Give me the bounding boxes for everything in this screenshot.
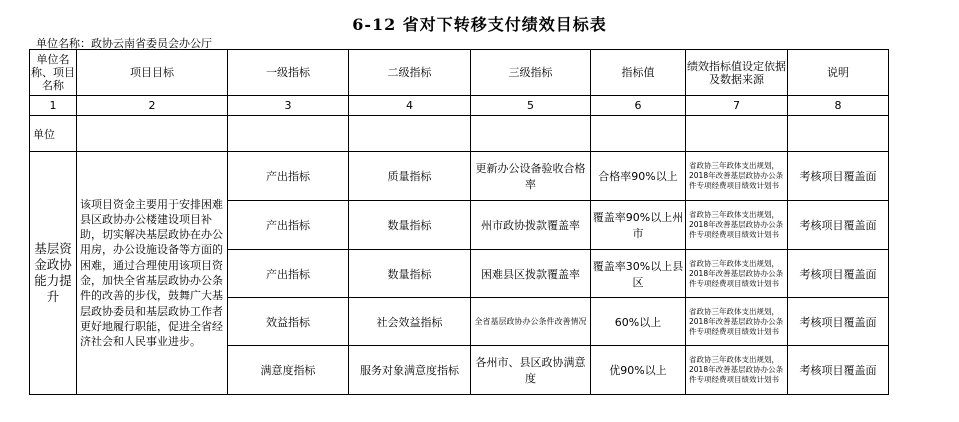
header-row [30, 50, 889, 96]
level2-cell: 社会效益指标 [349, 298, 471, 346]
level3-cell: 州市政协拨款覆盖率 [471, 201, 591, 250]
level3-cell: 各州市、县区政协满意度 [471, 346, 591, 395]
value-cell: 60%以上 [591, 298, 686, 346]
level2-cell: 服务对象满意度指标 [349, 346, 471, 395]
column-number: 3 [228, 96, 349, 116]
column-number: 8 [788, 96, 889, 116]
value-cell: 覆盖率30%以上县区 [591, 250, 686, 298]
level2-cell: 数量指标 [349, 250, 471, 298]
column-number: 1 [30, 96, 77, 116]
unit-row [30, 116, 889, 152]
project-goal: 该项目资金主要用于安排困难县区政协办公楼建设项目补助，切实解决基层政协在办公用房，办公设施设备等方面的困难，通过合理使用该项目资金，加快全省基层政协办公条件的改善的步伐，鼓舞广大基层政协委员和基层政协工作者更好地履行职能，促进全省经济社会和人民事业进步。 [77, 152, 228, 395]
note-cell: 考核项目覆盖面 [788, 152, 889, 201]
basis-cell: 省政协三年政体支出规划，2018年改善基层政协办公条件专项经费项目绩效计划书 [686, 346, 788, 395]
value-cell: 合格率90%以上 [591, 152, 686, 201]
column-number: 5 [471, 96, 591, 116]
column-number: 4 [349, 96, 471, 116]
value-cell: 覆盖率90%以上州市 [591, 201, 686, 250]
level2-cell: 数量指标 [349, 201, 471, 250]
header-cell: 指标值 [591, 50, 686, 96]
number-row [30, 96, 889, 116]
header-cell: 说明 [788, 50, 889, 96]
header-cell: 一级指标 [228, 50, 349, 96]
note-cell: 考核项目覆盖面 [788, 201, 889, 250]
header-cell: 绩效指标值设定依据及数据来源 [686, 50, 788, 96]
note-cell: 考核项目覆盖面 [788, 250, 889, 298]
level1-cell: 产出指标 [228, 250, 349, 298]
column-number: 7 [686, 96, 788, 116]
level2-cell: 质量指标 [349, 152, 471, 201]
basis-cell: 省政协三年政体支出规划，2018年改善基层政协办公条件专项经费项目绩效计划书 [686, 250, 788, 298]
level3-cell: 全省基层政协办公条件改善情况 [471, 298, 591, 346]
column-number: 6 [591, 96, 686, 116]
level3-cell: 困难县区拨款覆盖率 [471, 250, 591, 298]
project-name: 基层资金政协能力提升 [30, 152, 77, 395]
unit-row-label: 单位 [30, 116, 77, 152]
note-cell: 考核项目覆盖面 [788, 346, 889, 395]
level3-cell: 更新办公设备验收合格率 [471, 152, 591, 201]
header-cell: 单位名称、项目名称 [30, 50, 77, 96]
level1-cell: 效益指标 [228, 298, 349, 346]
table-row [30, 152, 889, 201]
header-cell: 三级指标 [471, 50, 591, 96]
value-cell: 优90%以上 [591, 346, 686, 395]
column-number: 2 [77, 96, 228, 116]
page-title: 6-12 省对下转移支付绩效目标表 [352, 15, 607, 34]
unit-name-line: 单位名称：政协云南省委员会办公厅 [36, 37, 212, 50]
level1-cell: 满意度指标 [228, 346, 349, 395]
level1-cell: 产出指标 [228, 152, 349, 201]
header-cell: 项目目标 [77, 50, 228, 96]
basis-cell: 省政协三年政体支出规划，2018年改善基层政协办公条件专项经费项目绩效计划书 [686, 201, 788, 250]
note-cell: 考核项目覆盖面 [788, 298, 889, 346]
performance-table [29, 49, 889, 395]
basis-cell: 省政协三年政体支出规划，2018年改善基层政协办公条件专项经费项目绩效计划书 [686, 298, 788, 346]
level1-cell: 产出指标 [228, 201, 349, 250]
header-cell: 二级指标 [349, 50, 471, 96]
basis-cell: 省政协三年政体支出规划，2018年改善基层政协办公条件专项经费项目绩效计划书 [686, 152, 788, 201]
